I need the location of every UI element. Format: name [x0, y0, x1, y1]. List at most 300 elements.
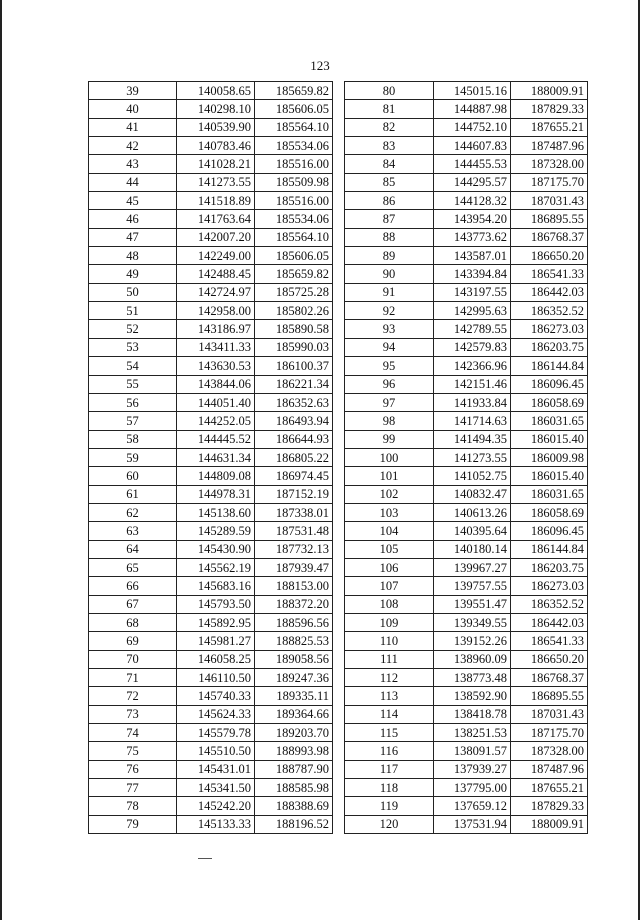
- x-coordinate-cell: 140058.65: [177, 82, 255, 100]
- point-number-cell: 63: [89, 522, 177, 540]
- y-coordinate-cell: 186974.45: [255, 467, 333, 485]
- x-coordinate-cell: 144455.53: [434, 155, 511, 173]
- table-row: [345, 724, 588, 742]
- table-row: [345, 320, 588, 338]
- point-number-cell: 54: [89, 357, 177, 375]
- table-row: [345, 375, 588, 393]
- table-row: [89, 467, 333, 485]
- x-coordinate-cell: 143587.01: [434, 247, 511, 265]
- point-number-cell: 101: [345, 467, 434, 485]
- x-coordinate-cell: 145981.27: [177, 632, 255, 650]
- point-number-cell: 120: [345, 815, 434, 833]
- y-coordinate-cell: 185725.28: [255, 283, 333, 301]
- table-row: [345, 595, 588, 613]
- x-coordinate-cell: 142789.55: [434, 320, 511, 338]
- table-row: [345, 632, 588, 650]
- point-number-cell: 85: [345, 173, 434, 191]
- table-row: [89, 118, 333, 136]
- point-number-cell: 68: [89, 613, 177, 631]
- table-row: [345, 283, 588, 301]
- scan-edge-left: [0, 0, 2, 920]
- y-coordinate-cell: 186895.55: [511, 687, 588, 705]
- table-row: [345, 210, 588, 228]
- point-number-cell: 69: [89, 632, 177, 650]
- table-row: [345, 137, 588, 155]
- x-coordinate-cell: 144445.52: [177, 430, 255, 448]
- x-coordinate-cell: 141933.84: [434, 393, 511, 411]
- y-coordinate-cell: 187829.33: [511, 100, 588, 118]
- point-number-cell: 75: [89, 742, 177, 760]
- y-coordinate-cell: 187487.96: [511, 137, 588, 155]
- y-coordinate-cell: 187328.00: [511, 155, 588, 173]
- x-coordinate-cell: 146110.50: [177, 669, 255, 687]
- point-number-cell: 40: [89, 100, 177, 118]
- y-coordinate-cell: 186031.65: [511, 485, 588, 503]
- y-coordinate-cell: 186009.98: [511, 448, 588, 466]
- point-number-cell: 102: [345, 485, 434, 503]
- y-coordinate-cell: 186203.75: [511, 338, 588, 356]
- point-number-cell: 66: [89, 577, 177, 595]
- x-coordinate-cell: 142366.96: [434, 357, 511, 375]
- x-coordinate-cell: 146058.25: [177, 650, 255, 668]
- y-coordinate-cell: 186541.33: [511, 632, 588, 650]
- x-coordinate-cell: 142249.00: [177, 247, 255, 265]
- point-number-cell: 115: [345, 724, 434, 742]
- x-coordinate-cell: 142995.63: [434, 302, 511, 320]
- y-coordinate-cell: 188009.91: [511, 82, 588, 100]
- table-row: [89, 155, 333, 173]
- table-row: [345, 797, 588, 815]
- table-row: [345, 357, 588, 375]
- coordinate-table-right: [344, 81, 588, 834]
- table-row: [89, 357, 333, 375]
- y-coordinate-cell: 186096.45: [511, 522, 588, 540]
- x-coordinate-cell: 141273.55: [177, 173, 255, 191]
- point-number-cell: 79: [89, 815, 177, 833]
- y-coordinate-cell: 187338.01: [255, 503, 333, 521]
- x-coordinate-cell: 137939.27: [434, 760, 511, 778]
- y-coordinate-cell: 188372.20: [255, 595, 333, 613]
- x-coordinate-cell: 140783.46: [177, 137, 255, 155]
- scan-mark: [198, 858, 212, 859]
- point-number-cell: 83: [345, 137, 434, 155]
- y-coordinate-cell: 186352.52: [511, 595, 588, 613]
- point-number-cell: 59: [89, 448, 177, 466]
- point-number-cell: 104: [345, 522, 434, 540]
- point-number-cell: 96: [345, 375, 434, 393]
- table-row: [89, 522, 333, 540]
- point-number-cell: 44: [89, 173, 177, 191]
- point-number-cell: 95: [345, 357, 434, 375]
- x-coordinate-cell: 142724.97: [177, 283, 255, 301]
- point-number-cell: 50: [89, 283, 177, 301]
- y-coordinate-cell: 187328.00: [511, 742, 588, 760]
- table-row: [89, 558, 333, 576]
- point-number-cell: 89: [345, 247, 434, 265]
- x-coordinate-cell: 138592.90: [434, 687, 511, 705]
- table-row: [345, 155, 588, 173]
- table-row: [89, 632, 333, 650]
- x-coordinate-cell: 139757.55: [434, 577, 511, 595]
- point-number-cell: 53: [89, 338, 177, 356]
- x-coordinate-cell: 143394.84: [434, 265, 511, 283]
- y-coordinate-cell: 185509.98: [255, 173, 333, 191]
- table-row: [89, 485, 333, 503]
- table-row: [89, 320, 333, 338]
- x-coordinate-cell: 142151.46: [434, 375, 511, 393]
- point-number-cell: 113: [345, 687, 434, 705]
- table-row: [89, 448, 333, 466]
- y-coordinate-cell: 185516.00: [255, 155, 333, 173]
- x-coordinate-cell: 140298.10: [177, 100, 255, 118]
- x-coordinate-cell: 144887.98: [434, 100, 511, 118]
- table-row: [345, 760, 588, 778]
- y-coordinate-cell: 186058.69: [511, 393, 588, 411]
- x-coordinate-cell: 137795.00: [434, 779, 511, 797]
- x-coordinate-cell: 138091.57: [434, 742, 511, 760]
- table-row: [89, 192, 333, 210]
- x-coordinate-cell: 143954.20: [434, 210, 511, 228]
- table-row: [345, 393, 588, 411]
- table-row: [345, 779, 588, 797]
- table-row: [345, 192, 588, 210]
- y-coordinate-cell: 188596.56: [255, 613, 333, 631]
- x-coordinate-cell: 140832.47: [434, 485, 511, 503]
- table-row: [345, 669, 588, 687]
- y-coordinate-cell: 186895.55: [511, 210, 588, 228]
- y-coordinate-cell: 186015.40: [511, 467, 588, 485]
- x-coordinate-cell: 139551.47: [434, 595, 511, 613]
- y-coordinate-cell: 186644.93: [255, 430, 333, 448]
- point-number-cell: 97: [345, 393, 434, 411]
- y-coordinate-cell: 186273.03: [511, 577, 588, 595]
- point-number-cell: 108: [345, 595, 434, 613]
- x-coordinate-cell: 144128.32: [434, 192, 511, 210]
- point-number-cell: 93: [345, 320, 434, 338]
- y-coordinate-cell: 185802.26: [255, 302, 333, 320]
- point-number-cell: 114: [345, 705, 434, 723]
- x-coordinate-cell: 145015.16: [434, 82, 511, 100]
- y-coordinate-cell: 185606.05: [255, 100, 333, 118]
- y-coordinate-cell: 187031.43: [511, 192, 588, 210]
- x-coordinate-cell: 145562.19: [177, 558, 255, 576]
- table-row: [345, 412, 588, 430]
- y-coordinate-cell: 188787.90: [255, 760, 333, 778]
- table-row: [89, 412, 333, 430]
- y-coordinate-cell: 187655.21: [511, 118, 588, 136]
- y-coordinate-cell: 185659.82: [255, 82, 333, 100]
- y-coordinate-cell: 186442.03: [511, 613, 588, 631]
- x-coordinate-cell: 144295.57: [434, 173, 511, 191]
- point-number-cell: 107: [345, 577, 434, 595]
- point-number-cell: 60: [89, 467, 177, 485]
- y-coordinate-cell: 189203.70: [255, 724, 333, 742]
- y-coordinate-cell: 186493.94: [255, 412, 333, 430]
- y-coordinate-cell: 186442.03: [511, 283, 588, 301]
- point-number-cell: 78: [89, 797, 177, 815]
- x-coordinate-cell: 141518.89: [177, 192, 255, 210]
- coordinate-table-left: [88, 81, 333, 834]
- table-row: [89, 173, 333, 191]
- point-number-cell: 111: [345, 650, 434, 668]
- point-number-cell: 72: [89, 687, 177, 705]
- table-row: [345, 742, 588, 760]
- point-number-cell: 86: [345, 192, 434, 210]
- table-row: [345, 558, 588, 576]
- x-coordinate-cell: 142579.83: [434, 338, 511, 356]
- point-number-cell: 76: [89, 760, 177, 778]
- table-row: [345, 302, 588, 320]
- point-number-cell: 91: [345, 283, 434, 301]
- point-number-cell: 119: [345, 797, 434, 815]
- table-row: [345, 687, 588, 705]
- point-number-cell: 112: [345, 669, 434, 687]
- y-coordinate-cell: 187175.70: [511, 724, 588, 742]
- x-coordinate-cell: 142007.20: [177, 228, 255, 246]
- x-coordinate-cell: 145740.33: [177, 687, 255, 705]
- point-number-cell: 67: [89, 595, 177, 613]
- table-row: [89, 687, 333, 705]
- x-coordinate-cell: 138251.53: [434, 724, 511, 742]
- x-coordinate-cell: 140180.14: [434, 540, 511, 558]
- y-coordinate-cell: 185564.10: [255, 228, 333, 246]
- point-number-cell: 49: [89, 265, 177, 283]
- table-row: [89, 815, 333, 833]
- x-coordinate-cell: 143844.06: [177, 375, 255, 393]
- x-coordinate-cell: 144607.83: [434, 137, 511, 155]
- y-coordinate-cell: 187031.43: [511, 705, 588, 723]
- y-coordinate-cell: 188009.91: [511, 815, 588, 833]
- point-number-cell: 43: [89, 155, 177, 173]
- table-row: [345, 118, 588, 136]
- table-row: [89, 82, 333, 100]
- point-number-cell: 48: [89, 247, 177, 265]
- x-coordinate-cell: 145431.01: [177, 760, 255, 778]
- y-coordinate-cell: 185516.00: [255, 192, 333, 210]
- x-coordinate-cell: 145624.33: [177, 705, 255, 723]
- table-row: [89, 595, 333, 613]
- point-number-cell: 105: [345, 540, 434, 558]
- point-number-cell: 61: [89, 485, 177, 503]
- y-coordinate-cell: 186541.33: [511, 265, 588, 283]
- table-row: [89, 742, 333, 760]
- x-coordinate-cell: 141028.21: [177, 155, 255, 173]
- table-row: [345, 522, 588, 540]
- y-coordinate-cell: 188388.69: [255, 797, 333, 815]
- y-coordinate-cell: 188825.53: [255, 632, 333, 650]
- x-coordinate-cell: 143186.97: [177, 320, 255, 338]
- table-row: [89, 375, 333, 393]
- table-row: [345, 540, 588, 558]
- x-coordinate-cell: 140539.90: [177, 118, 255, 136]
- point-number-cell: 51: [89, 302, 177, 320]
- y-coordinate-cell: 188153.00: [255, 577, 333, 595]
- table-row: [345, 430, 588, 448]
- table-row: [345, 613, 588, 631]
- point-number-cell: 71: [89, 669, 177, 687]
- x-coordinate-cell: 139152.26: [434, 632, 511, 650]
- table-row: [345, 485, 588, 503]
- x-coordinate-cell: 138418.78: [434, 705, 511, 723]
- point-number-cell: 100: [345, 448, 434, 466]
- x-coordinate-cell: 141052.75: [434, 467, 511, 485]
- x-coordinate-cell: 140395.64: [434, 522, 511, 540]
- x-coordinate-cell: 145133.33: [177, 815, 255, 833]
- y-coordinate-cell: 187152.19: [255, 485, 333, 503]
- x-coordinate-cell: 138960.09: [434, 650, 511, 668]
- y-coordinate-cell: 186273.03: [511, 320, 588, 338]
- x-coordinate-cell: 145242.20: [177, 797, 255, 815]
- y-coordinate-cell: 187175.70: [511, 173, 588, 191]
- x-coordinate-cell: 137659.12: [434, 797, 511, 815]
- table-row: [345, 82, 588, 100]
- table-row: [89, 100, 333, 118]
- y-coordinate-cell: 186144.84: [511, 540, 588, 558]
- x-coordinate-cell: 145892.95: [177, 613, 255, 631]
- x-coordinate-cell: 145510.50: [177, 742, 255, 760]
- y-coordinate-cell: 186352.63: [255, 393, 333, 411]
- y-coordinate-cell: 187531.48: [255, 522, 333, 540]
- table-row: [345, 265, 588, 283]
- table-row: [345, 448, 588, 466]
- x-coordinate-cell: 141494.35: [434, 430, 511, 448]
- point-number-cell: 81: [345, 100, 434, 118]
- y-coordinate-cell: 186015.40: [511, 430, 588, 448]
- table-row: [89, 613, 333, 631]
- y-coordinate-cell: 189364.66: [255, 705, 333, 723]
- point-number-cell: 57: [89, 412, 177, 430]
- x-coordinate-cell: 142488.45: [177, 265, 255, 283]
- y-coordinate-cell: 187655.21: [511, 779, 588, 797]
- x-coordinate-cell: 137531.94: [434, 815, 511, 833]
- y-coordinate-cell: 186031.65: [511, 412, 588, 430]
- point-number-cell: 117: [345, 760, 434, 778]
- table-row: [345, 100, 588, 118]
- y-coordinate-cell: 188993.98: [255, 742, 333, 760]
- x-coordinate-cell: 145289.59: [177, 522, 255, 540]
- y-coordinate-cell: 185990.03: [255, 338, 333, 356]
- table-row: [89, 577, 333, 595]
- x-coordinate-cell: 144809.08: [177, 467, 255, 485]
- y-coordinate-cell: 185534.06: [255, 210, 333, 228]
- x-coordinate-cell: 143411.33: [177, 338, 255, 356]
- point-number-cell: 52: [89, 320, 177, 338]
- x-coordinate-cell: 141273.55: [434, 448, 511, 466]
- y-coordinate-cell: 189247.36: [255, 669, 333, 687]
- y-coordinate-cell: 189058.56: [255, 650, 333, 668]
- table-row: [89, 503, 333, 521]
- table-row: [345, 577, 588, 595]
- y-coordinate-cell: 185890.58: [255, 320, 333, 338]
- point-number-cell: 99: [345, 430, 434, 448]
- x-coordinate-cell: 141763.64: [177, 210, 255, 228]
- point-number-cell: 70: [89, 650, 177, 668]
- point-number-cell: 64: [89, 540, 177, 558]
- table-row: [89, 650, 333, 668]
- y-coordinate-cell: 186352.52: [511, 302, 588, 320]
- table-row: [89, 430, 333, 448]
- point-number-cell: 118: [345, 779, 434, 797]
- table-row: [345, 467, 588, 485]
- y-coordinate-cell: 186100.37: [255, 357, 333, 375]
- table-row: [89, 283, 333, 301]
- point-number-cell: 42: [89, 137, 177, 155]
- table-row: [89, 265, 333, 283]
- x-coordinate-cell: 145341.50: [177, 779, 255, 797]
- y-coordinate-cell: 185606.05: [255, 247, 333, 265]
- point-number-cell: 98: [345, 412, 434, 430]
- point-number-cell: 73: [89, 705, 177, 723]
- x-coordinate-cell: 144978.31: [177, 485, 255, 503]
- point-number-cell: 82: [345, 118, 434, 136]
- y-coordinate-cell: 186221.34: [255, 375, 333, 393]
- table-row: [345, 705, 588, 723]
- table-row: [89, 338, 333, 356]
- point-number-cell: 103: [345, 503, 434, 521]
- page-number: 123: [310, 58, 330, 73]
- y-coordinate-cell: 188585.98: [255, 779, 333, 797]
- point-number-cell: 116: [345, 742, 434, 760]
- x-coordinate-cell: 142958.00: [177, 302, 255, 320]
- y-coordinate-cell: 186096.45: [511, 375, 588, 393]
- point-number-cell: 65: [89, 558, 177, 576]
- x-coordinate-cell: 140613.26: [434, 503, 511, 521]
- point-number-cell: 110: [345, 632, 434, 650]
- point-number-cell: 41: [89, 118, 177, 136]
- x-coordinate-cell: 144752.10: [434, 118, 511, 136]
- point-number-cell: 56: [89, 393, 177, 411]
- table-row: [345, 173, 588, 191]
- table-row: [89, 779, 333, 797]
- table-row: [345, 650, 588, 668]
- table-row: [89, 724, 333, 742]
- table-row: [345, 228, 588, 246]
- x-coordinate-cell: 144252.05: [177, 412, 255, 430]
- table-row: [89, 797, 333, 815]
- x-coordinate-cell: 145683.16: [177, 577, 255, 595]
- x-coordinate-cell: 143630.53: [177, 357, 255, 375]
- point-number-cell: 45: [89, 192, 177, 210]
- point-number-cell: 84: [345, 155, 434, 173]
- y-coordinate-cell: 188196.52: [255, 815, 333, 833]
- point-number-cell: 106: [345, 558, 434, 576]
- x-coordinate-cell: 139967.27: [434, 558, 511, 576]
- table-row: [89, 669, 333, 687]
- x-coordinate-cell: 144631.34: [177, 448, 255, 466]
- table-row: [89, 210, 333, 228]
- table-row: [89, 393, 333, 411]
- y-coordinate-cell: 186650.20: [511, 247, 588, 265]
- table-row: [89, 247, 333, 265]
- table-row: [89, 302, 333, 320]
- y-coordinate-cell: 186058.69: [511, 503, 588, 521]
- x-coordinate-cell: 138773.48: [434, 669, 511, 687]
- y-coordinate-cell: 187487.96: [511, 760, 588, 778]
- table-row: [345, 815, 588, 833]
- y-coordinate-cell: 185659.82: [255, 265, 333, 283]
- y-coordinate-cell: 189335.11: [255, 687, 333, 705]
- x-coordinate-cell: 141714.63: [434, 412, 511, 430]
- table-row: [89, 228, 333, 246]
- x-coordinate-cell: 139349.55: [434, 613, 511, 631]
- y-coordinate-cell: 186203.75: [511, 558, 588, 576]
- table-row: [345, 503, 588, 521]
- table-row: [89, 705, 333, 723]
- x-coordinate-cell: 145579.78: [177, 724, 255, 742]
- table-row: [345, 247, 588, 265]
- x-coordinate-cell: 143197.55: [434, 283, 511, 301]
- point-number-cell: 47: [89, 228, 177, 246]
